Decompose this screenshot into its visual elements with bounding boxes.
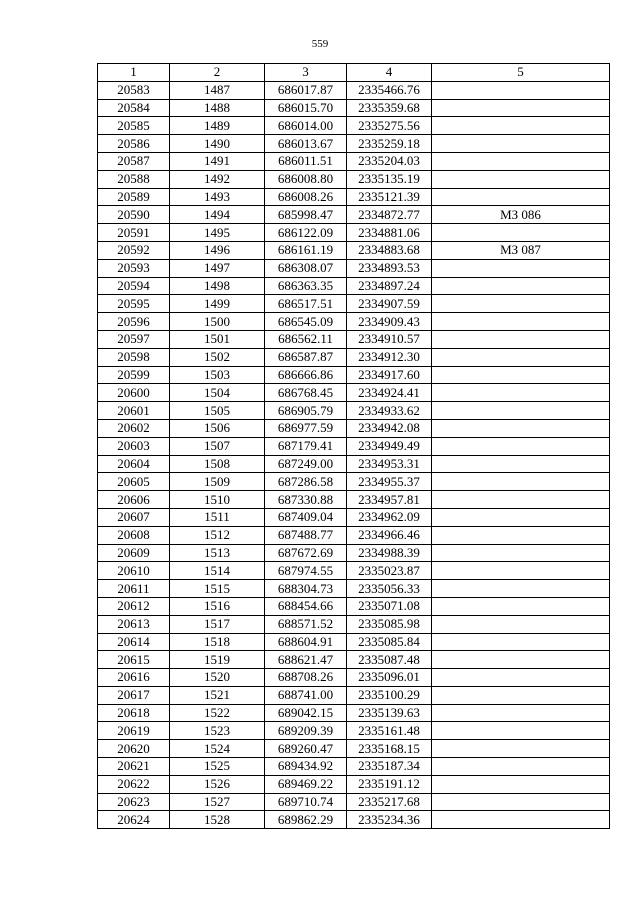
vertex-number-cell: 1523 [170, 722, 265, 740]
x-coordinate-cell: 687672.69 [265, 544, 347, 562]
y-coordinate-cell: 2334955.37 [347, 473, 432, 491]
y-coordinate-cell: 2334907.59 [347, 295, 432, 313]
y-coordinate-cell: 2334933.62 [347, 402, 432, 420]
note-cell [432, 615, 610, 633]
note-cell [432, 491, 610, 509]
page-number: 559 [311, 38, 329, 50]
point-id-cell: 20595 [98, 295, 170, 313]
note-cell [432, 313, 610, 331]
x-coordinate-cell: 689434.92 [265, 758, 347, 776]
x-coordinate-cell: 686768.45 [265, 384, 347, 402]
table-row [98, 330, 610, 348]
x-coordinate-cell: 687286.58 [265, 473, 347, 491]
vertex-number-cell: 1508 [170, 455, 265, 473]
point-id-cell: 20601 [98, 402, 170, 420]
vertex-number-cell: 1521 [170, 686, 265, 704]
point-id-cell: 20591 [98, 224, 170, 242]
vertex-number-cell: 1509 [170, 473, 265, 491]
vertex-number-cell: 1516 [170, 597, 265, 615]
x-coordinate-cell: 686587.87 [265, 348, 347, 366]
note-cell [432, 99, 610, 117]
y-coordinate-cell: 2335161.48 [347, 722, 432, 740]
point-id-cell: 20623 [98, 793, 170, 811]
table-row [98, 544, 610, 562]
note-cell [432, 544, 610, 562]
note-cell [432, 277, 610, 295]
point-id-cell: 20584 [98, 99, 170, 117]
y-coordinate-cell: 2334912.30 [347, 348, 432, 366]
table-row [98, 811, 610, 829]
table-row [98, 508, 610, 526]
x-coordinate-cell: 686562.11 [265, 330, 347, 348]
point-id-cell: 20589 [98, 188, 170, 206]
column-header-2: 2 [170, 64, 265, 82]
point-id-cell: 20619 [98, 722, 170, 740]
y-coordinate-cell: 2335121.39 [347, 188, 432, 206]
table-row [98, 366, 610, 384]
x-coordinate-cell: 688454.66 [265, 597, 347, 615]
y-coordinate-cell: 2334909.43 [347, 313, 432, 331]
vertex-number-cell: 1490 [170, 135, 265, 153]
x-coordinate-cell: 688304.73 [265, 580, 347, 598]
y-coordinate-cell: 2335275.56 [347, 117, 432, 135]
note-cell [432, 740, 610, 758]
table-body [98, 81, 610, 828]
note-cell [432, 366, 610, 384]
x-coordinate-cell: 686008.80 [265, 170, 347, 188]
vertex-number-cell: 1500 [170, 313, 265, 331]
point-id-cell: 20622 [98, 775, 170, 793]
x-coordinate-cell: 688741.00 [265, 686, 347, 704]
column-header-3: 3 [265, 64, 347, 82]
note-cell [432, 562, 610, 580]
vertex-number-cell: 1507 [170, 437, 265, 455]
x-coordinate-cell: 686017.87 [265, 81, 347, 99]
vertex-number-cell: 1518 [170, 633, 265, 651]
point-id-cell: 20620 [98, 740, 170, 758]
note-cell [432, 775, 610, 793]
note-cell [432, 633, 610, 651]
table-row [98, 758, 610, 776]
point-id-cell: 20609 [98, 544, 170, 562]
note-cell [432, 117, 610, 135]
vertex-number-cell: 1527 [170, 793, 265, 811]
vertex-number-cell: 1517 [170, 615, 265, 633]
table-row [98, 722, 610, 740]
x-coordinate-cell: 689469.22 [265, 775, 347, 793]
note-cell [432, 669, 610, 687]
table-row [98, 99, 610, 117]
point-id-cell: 20588 [98, 170, 170, 188]
table-row [98, 633, 610, 651]
table-row [98, 241, 610, 259]
point-id-cell: 20614 [98, 633, 170, 651]
table-row [98, 526, 610, 544]
x-coordinate-cell: 686015.70 [265, 99, 347, 117]
table-row [98, 615, 610, 633]
note-cell [432, 135, 610, 153]
point-id-cell: 20592 [98, 241, 170, 259]
y-coordinate-cell: 2334910.57 [347, 330, 432, 348]
table-row [98, 419, 610, 437]
table-row [98, 669, 610, 687]
table-row [98, 455, 610, 473]
table-row [98, 224, 610, 242]
y-coordinate-cell: 2335071.08 [347, 597, 432, 615]
table-row [98, 473, 610, 491]
note-cell [432, 473, 610, 491]
x-coordinate-cell: 687249.00 [265, 455, 347, 473]
x-coordinate-cell: 686545.09 [265, 313, 347, 331]
x-coordinate-cell: 686011.51 [265, 152, 347, 170]
table-row [98, 491, 610, 509]
y-coordinate-cell: 2335023.87 [347, 562, 432, 580]
table-row [98, 775, 610, 793]
point-id-cell: 20587 [98, 152, 170, 170]
y-coordinate-cell: 2335466.76 [347, 81, 432, 99]
vertex-number-cell: 1506 [170, 419, 265, 437]
note-cell: МЗ 087 [432, 241, 610, 259]
y-coordinate-cell: 2335139.63 [347, 704, 432, 722]
x-coordinate-cell: 686122.09 [265, 224, 347, 242]
point-id-cell: 20624 [98, 811, 170, 829]
table-row [98, 384, 610, 402]
table-row [98, 313, 610, 331]
table-row [98, 793, 610, 811]
table-row [98, 81, 610, 99]
x-coordinate-cell: 686014.00 [265, 117, 347, 135]
note-cell [432, 81, 610, 99]
y-coordinate-cell: 2334893.53 [347, 259, 432, 277]
vertex-number-cell: 1494 [170, 206, 265, 224]
y-coordinate-cell: 2335100.29 [347, 686, 432, 704]
table-row [98, 651, 610, 669]
table-row [98, 740, 610, 758]
note-cell [432, 295, 610, 313]
y-coordinate-cell: 2335168.15 [347, 740, 432, 758]
x-coordinate-cell: 686517.51 [265, 295, 347, 313]
table-row [98, 580, 610, 598]
point-id-cell: 20594 [98, 277, 170, 295]
x-coordinate-cell: 686666.86 [265, 366, 347, 384]
x-coordinate-cell: 687179.41 [265, 437, 347, 455]
y-coordinate-cell: 2334872.77 [347, 206, 432, 224]
vertex-number-cell: 1514 [170, 562, 265, 580]
x-coordinate-cell: 688571.52 [265, 615, 347, 633]
point-id-cell: 20586 [98, 135, 170, 153]
vertex-number-cell: 1522 [170, 704, 265, 722]
point-id-cell: 20605 [98, 473, 170, 491]
y-coordinate-cell: 2334917.60 [347, 366, 432, 384]
note-cell [432, 224, 610, 242]
y-coordinate-cell: 2334949.49 [347, 437, 432, 455]
table-row [98, 117, 610, 135]
vertex-number-cell: 1526 [170, 775, 265, 793]
y-coordinate-cell: 2334897.24 [347, 277, 432, 295]
y-coordinate-cell: 2334924.41 [347, 384, 432, 402]
table-row [98, 277, 610, 295]
note-cell [432, 437, 610, 455]
point-id-cell: 20616 [98, 669, 170, 687]
vertex-number-cell: 1524 [170, 740, 265, 758]
point-id-cell: 20604 [98, 455, 170, 473]
note-cell [432, 722, 610, 740]
x-coordinate-cell: 689260.47 [265, 740, 347, 758]
vertex-number-cell: 1489 [170, 117, 265, 135]
point-id-cell: 20615 [98, 651, 170, 669]
vertex-number-cell: 1496 [170, 241, 265, 259]
table-row [98, 402, 610, 420]
x-coordinate-cell: 688604.91 [265, 633, 347, 651]
header-row [98, 64, 610, 82]
coordinates-table [97, 63, 610, 829]
vertex-number-cell: 1498 [170, 277, 265, 295]
table-row [98, 437, 610, 455]
table-row [98, 597, 610, 615]
y-coordinate-cell: 2335187.34 [347, 758, 432, 776]
point-id-cell: 20597 [98, 330, 170, 348]
x-coordinate-cell: 689042.15 [265, 704, 347, 722]
table-row [98, 152, 610, 170]
point-id-cell: 20600 [98, 384, 170, 402]
vertex-number-cell: 1519 [170, 651, 265, 669]
column-header-4: 4 [347, 64, 432, 82]
y-coordinate-cell: 2334957.81 [347, 491, 432, 509]
point-id-cell: 20611 [98, 580, 170, 598]
y-coordinate-cell: 2335085.84 [347, 633, 432, 651]
y-coordinate-cell: 2335359.68 [347, 99, 432, 117]
note-cell [432, 597, 610, 615]
table-row [98, 170, 610, 188]
table-row [98, 295, 610, 313]
x-coordinate-cell: 689710.74 [265, 793, 347, 811]
y-coordinate-cell: 2335204.03 [347, 152, 432, 170]
point-id-cell: 20603 [98, 437, 170, 455]
vertex-number-cell: 1513 [170, 544, 265, 562]
table-row [98, 259, 610, 277]
x-coordinate-cell: 686363.35 [265, 277, 347, 295]
y-coordinate-cell: 2335056.33 [347, 580, 432, 598]
note-cell [432, 704, 610, 722]
y-coordinate-cell: 2334966.46 [347, 526, 432, 544]
note-cell [432, 348, 610, 366]
note-cell [432, 170, 610, 188]
y-coordinate-cell: 2335096.01 [347, 669, 432, 687]
vertex-number-cell: 1512 [170, 526, 265, 544]
x-coordinate-cell: 687330.88 [265, 491, 347, 509]
note-cell [432, 152, 610, 170]
point-id-cell: 20599 [98, 366, 170, 384]
note-cell [432, 508, 610, 526]
note-cell: МЗ 086 [432, 206, 610, 224]
point-id-cell: 20617 [98, 686, 170, 704]
point-id-cell: 20613 [98, 615, 170, 633]
note-cell [432, 580, 610, 598]
vertex-number-cell: 1499 [170, 295, 265, 313]
point-id-cell: 20590 [98, 206, 170, 224]
table-row [98, 348, 610, 366]
note-cell [432, 686, 610, 704]
x-coordinate-cell: 687409.04 [265, 508, 347, 526]
vertex-number-cell: 1502 [170, 348, 265, 366]
point-id-cell: 20602 [98, 419, 170, 437]
vertex-number-cell: 1503 [170, 366, 265, 384]
point-id-cell: 20583 [98, 81, 170, 99]
note-cell [432, 419, 610, 437]
y-coordinate-cell: 2334962.09 [347, 508, 432, 526]
point-id-cell: 20606 [98, 491, 170, 509]
x-coordinate-cell: 686905.79 [265, 402, 347, 420]
note-cell [432, 259, 610, 277]
vertex-number-cell: 1525 [170, 758, 265, 776]
point-id-cell: 20612 [98, 597, 170, 615]
x-coordinate-cell: 687488.77 [265, 526, 347, 544]
y-coordinate-cell: 2335087.48 [347, 651, 432, 669]
vertex-number-cell: 1511 [170, 508, 265, 526]
vertex-number-cell: 1491 [170, 152, 265, 170]
point-id-cell: 20598 [98, 348, 170, 366]
point-id-cell: 20621 [98, 758, 170, 776]
y-coordinate-cell: 2335135.19 [347, 170, 432, 188]
y-coordinate-cell: 2335191.12 [347, 775, 432, 793]
note-cell [432, 651, 610, 669]
vertex-number-cell: 1488 [170, 99, 265, 117]
x-coordinate-cell: 686008.26 [265, 188, 347, 206]
table-row [98, 188, 610, 206]
vertex-number-cell: 1487 [170, 81, 265, 99]
table-row [98, 562, 610, 580]
note-cell [432, 455, 610, 473]
x-coordinate-cell: 689862.29 [265, 811, 347, 829]
x-coordinate-cell: 685998.47 [265, 206, 347, 224]
y-coordinate-cell: 2334883.68 [347, 241, 432, 259]
vertex-number-cell: 1495 [170, 224, 265, 242]
point-id-cell: 20610 [98, 562, 170, 580]
x-coordinate-cell: 686013.67 [265, 135, 347, 153]
note-cell [432, 402, 610, 420]
vertex-number-cell: 1504 [170, 384, 265, 402]
x-coordinate-cell: 686977.59 [265, 419, 347, 437]
point-id-cell: 20607 [98, 508, 170, 526]
vertex-number-cell: 1492 [170, 170, 265, 188]
point-id-cell: 20596 [98, 313, 170, 331]
point-id-cell: 20593 [98, 259, 170, 277]
y-coordinate-cell: 2335217.68 [347, 793, 432, 811]
y-coordinate-cell: 2335259.18 [347, 135, 432, 153]
note-cell [432, 188, 610, 206]
table-row [98, 135, 610, 153]
vertex-number-cell: 1528 [170, 811, 265, 829]
vertex-number-cell: 1520 [170, 669, 265, 687]
x-coordinate-cell: 686161.19 [265, 241, 347, 259]
note-cell [432, 330, 610, 348]
y-coordinate-cell: 2334953.31 [347, 455, 432, 473]
vertex-number-cell: 1497 [170, 259, 265, 277]
vertex-number-cell: 1510 [170, 491, 265, 509]
y-coordinate-cell: 2334881.06 [347, 224, 432, 242]
y-coordinate-cell: 2334988.39 [347, 544, 432, 562]
vertex-number-cell: 1505 [170, 402, 265, 420]
y-coordinate-cell: 2335234.36 [347, 811, 432, 829]
y-coordinate-cell: 2335085.98 [347, 615, 432, 633]
note-cell [432, 793, 610, 811]
x-coordinate-cell: 688621.47 [265, 651, 347, 669]
note-cell [432, 526, 610, 544]
point-id-cell: 20585 [98, 117, 170, 135]
vertex-number-cell: 1493 [170, 188, 265, 206]
note-cell [432, 384, 610, 402]
vertex-number-cell: 1515 [170, 580, 265, 598]
point-id-cell: 20618 [98, 704, 170, 722]
column-header-1: 1 [98, 64, 170, 82]
vertex-number-cell: 1501 [170, 330, 265, 348]
table-row [98, 206, 610, 224]
table-row [98, 704, 610, 722]
x-coordinate-cell: 687974.55 [265, 562, 347, 580]
table-row [98, 686, 610, 704]
x-coordinate-cell: 688708.26 [265, 669, 347, 687]
point-id-cell: 20608 [98, 526, 170, 544]
column-header-5: 5 [432, 64, 610, 82]
y-coordinate-cell: 2334942.08 [347, 419, 432, 437]
note-cell [432, 811, 610, 829]
x-coordinate-cell: 686308.07 [265, 259, 347, 277]
x-coordinate-cell: 689209.39 [265, 722, 347, 740]
note-cell [432, 758, 610, 776]
